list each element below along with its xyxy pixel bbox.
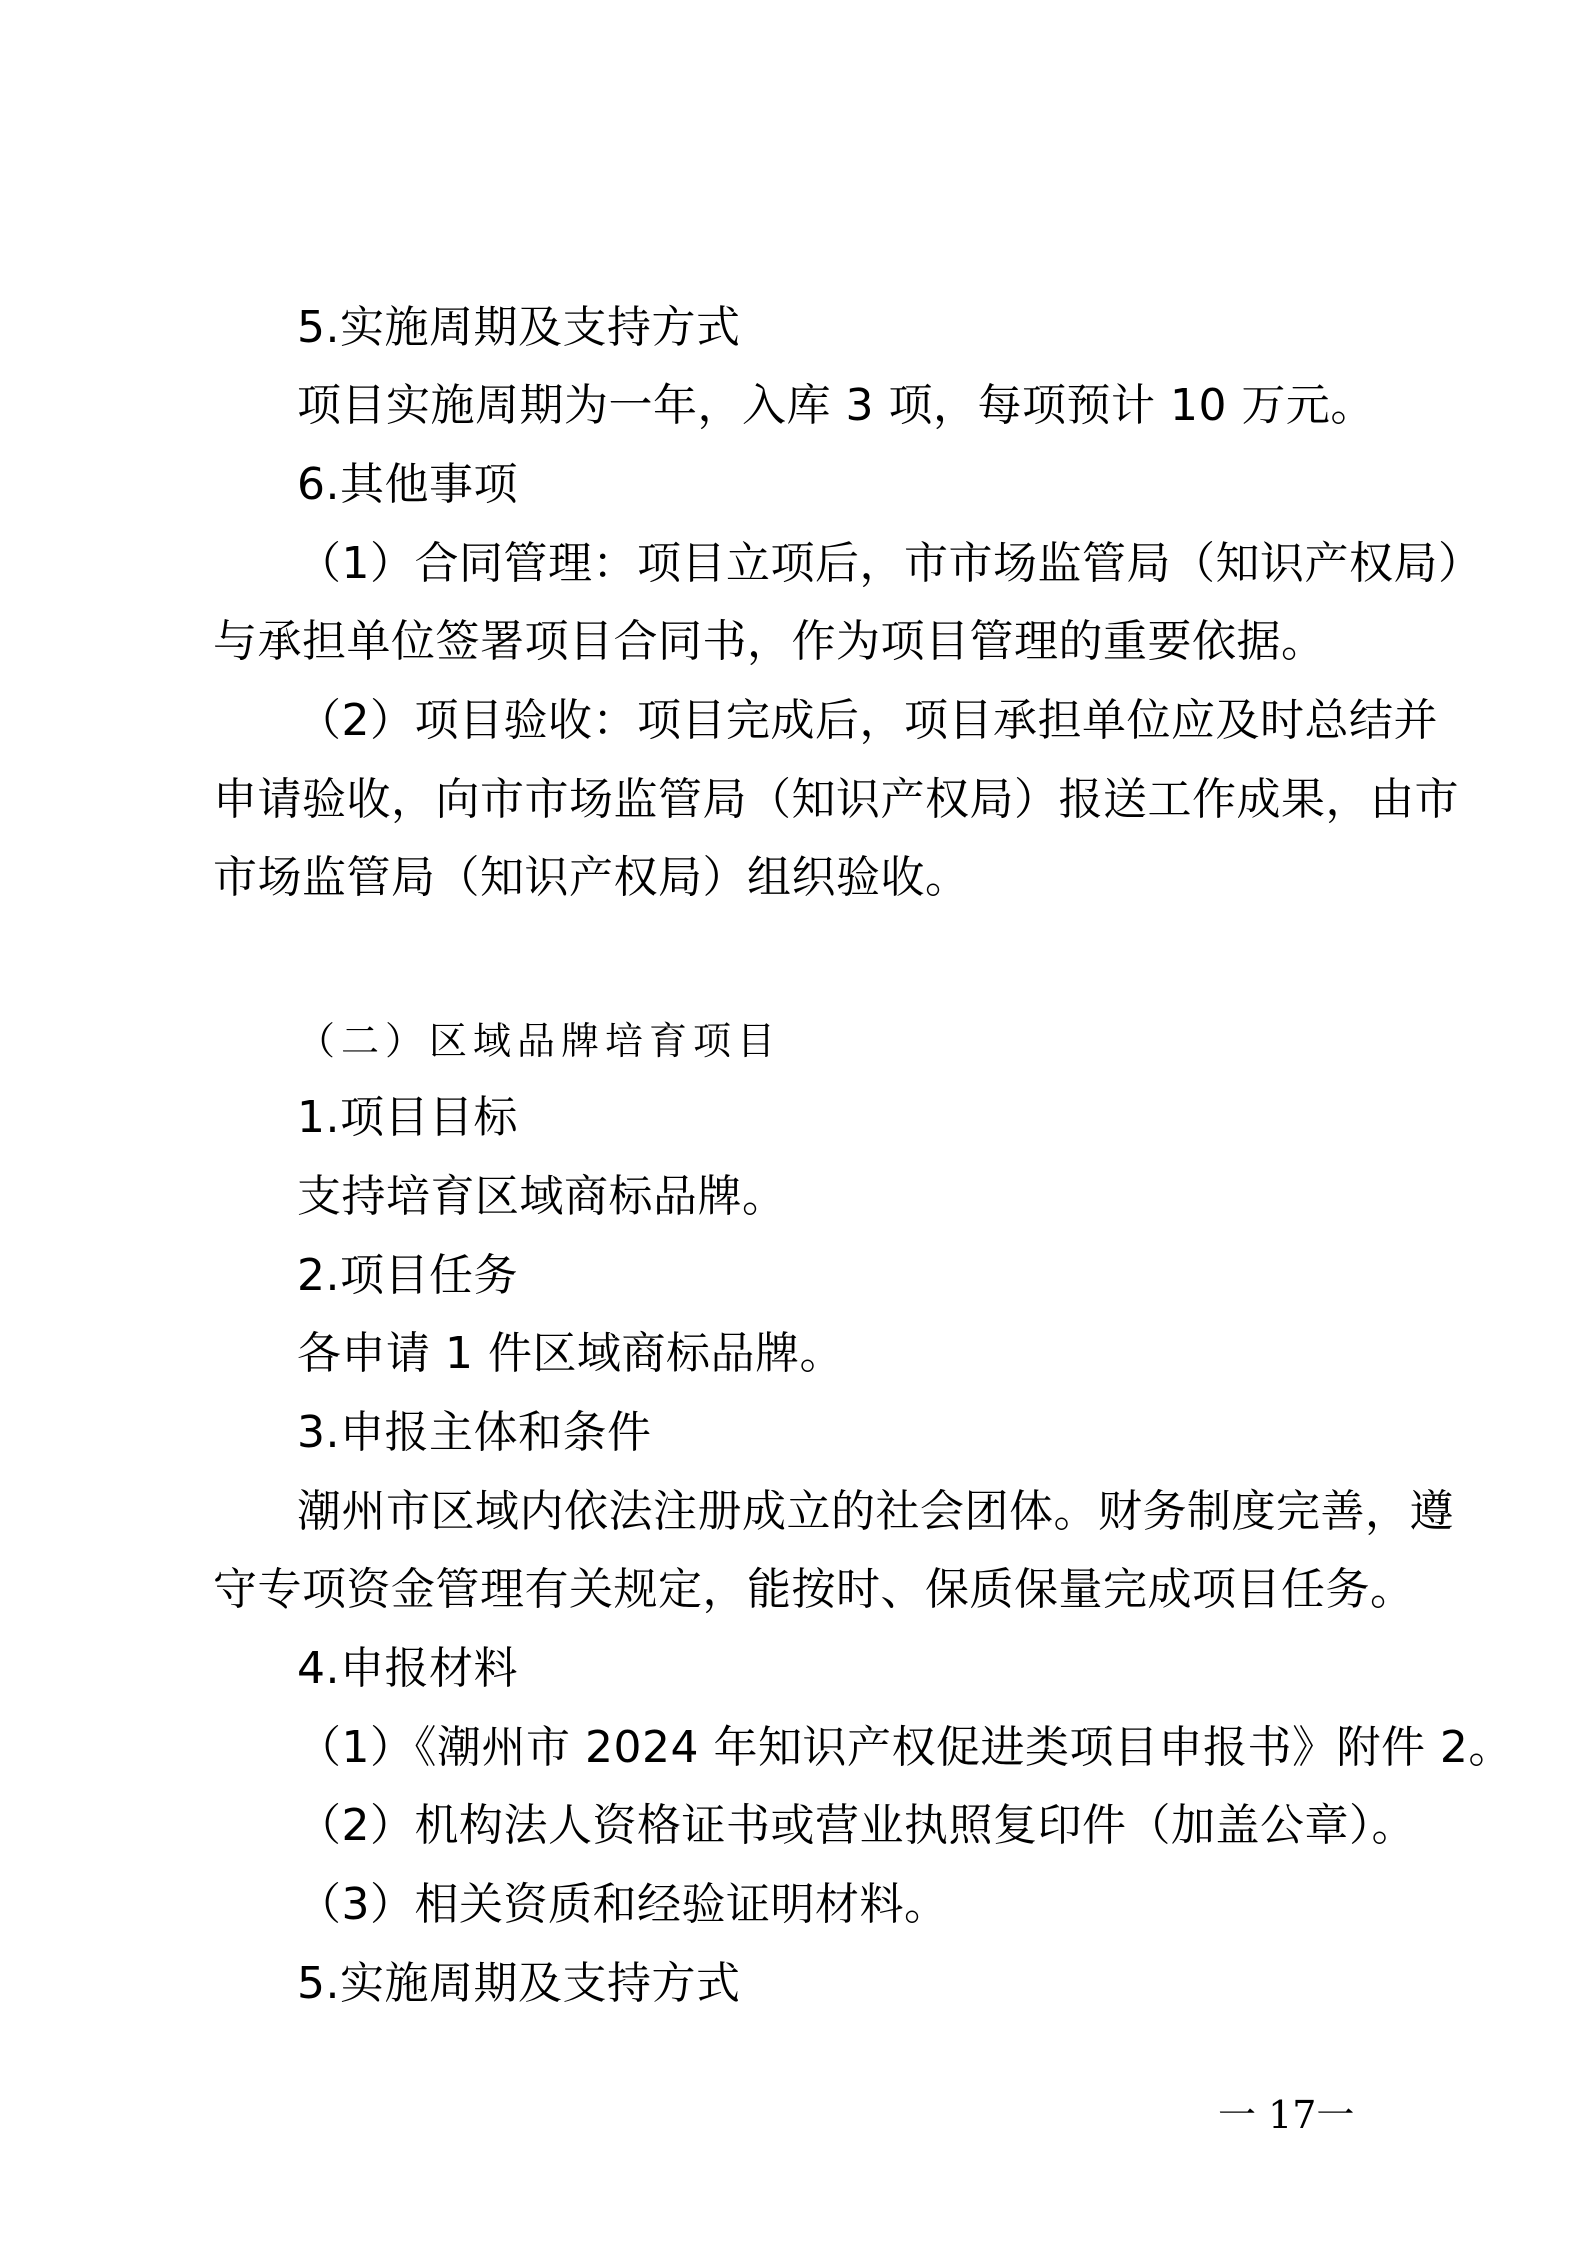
paragraph-text: 申请验收，向市市场监管局（知识产权局）报送工作成果，由市 (213, 774, 1459, 825)
paragraph-text: 各申请 1 件区域商标品牌。 (297, 1328, 844, 1379)
section-heading-4: 4.申报材料 (297, 1643, 518, 1694)
section-heading-5b: 5.实施周期及支持方式 (297, 1958, 741, 2009)
list-item: （2）机构法人资格证书或营业执照复印件（加盖公章）。 (297, 1800, 1416, 1851)
subsection-heading: （二）区域品牌培育项目 (297, 1019, 782, 1063)
section-heading-6: 6.其他事项 (297, 459, 518, 510)
paragraph-text: 守专项资金管理有关规定，能按时、保质保量完成项目任务。 (213, 1564, 1415, 1615)
paragraph-text: 市场监管局（知识产权局）组织验收。 (213, 852, 970, 903)
section-heading-3: 3.申报主体和条件 (297, 1407, 652, 1458)
section-heading-1: 1.项目目标 (297, 1092, 518, 1143)
section-heading-2: 2.项目任务 (297, 1250, 518, 1301)
list-item: （1）《潮州市 2024 年知识产权促进类项目申报书》附件 2。 (297, 1722, 1513, 1773)
paragraph-text: 项目实施周期为一年，入库 3 项，每项预计 10 万元。 (297, 380, 1375, 431)
paragraph-text: （2）项目验收：项目完成后，项目承担单位应及时总结并 (297, 695, 1438, 746)
list-item: （3）相关资质和经验证明材料。 (297, 1879, 949, 1930)
section-heading-5: 5.实施周期及支持方式 (297, 302, 741, 353)
page-number: 一 17一 (1218, 2093, 1355, 2137)
paragraph-text: 与承担单位签署项目合同书，作为项目管理的重要依据。 (213, 616, 1326, 667)
paragraph-text: 支持培育区域商标品牌。 (297, 1171, 787, 1222)
paragraph-text: （1）合同管理：项目立项后，市市场监管局（知识产权局） (297, 538, 1483, 589)
paragraph-text: 潮州市区域内依法注册成立的社会团体。财务制度完善，遵 (297, 1486, 1454, 1537)
